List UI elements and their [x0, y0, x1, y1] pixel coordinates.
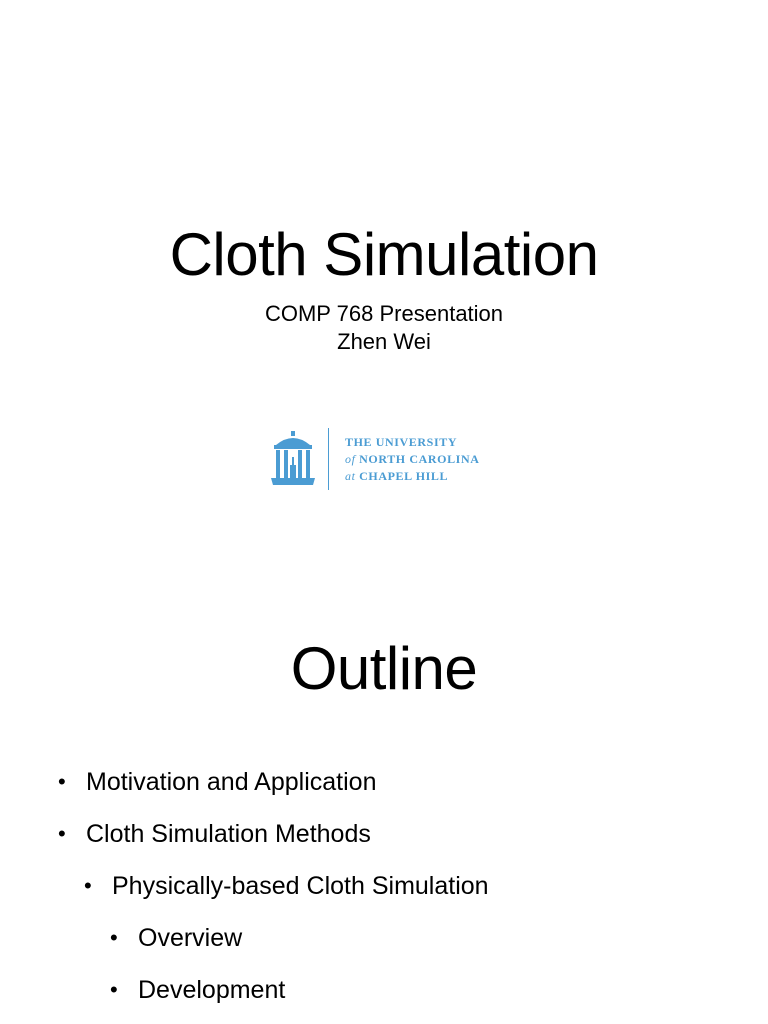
logo-divider: [328, 428, 329, 490]
old-well-icon: [270, 429, 316, 489]
outline-slide: [0, 576, 768, 1024]
university-logo: [270, 426, 500, 492]
bullet-icon: •: [58, 769, 66, 794]
list-item: • Development: [0, 970, 768, 1022]
outline-list: [0, 762, 768, 1022]
slide-title: Cloth Simulation: [169, 221, 599, 288]
list-item: • Motivation and Application: [0, 762, 768, 814]
presentation-subtitle: COMP 768 Presentation: [264, 301, 504, 326]
list-item: • Overview: [0, 918, 768, 970]
outline-title: Outline: [290, 635, 478, 702]
bullet-icon: •: [84, 873, 92, 898]
bullet-icon: •: [110, 977, 118, 1002]
wordmark-line-2: of NORTH CAROLINA: [345, 451, 480, 466]
wordmark-line-3: at CHAPEL HILL: [345, 468, 449, 483]
list-item: • Physically-based Cloth Simulation: [0, 866, 768, 918]
bullet-icon: •: [58, 821, 66, 846]
presenter-name: Zhen Wei: [337, 329, 431, 354]
bullet-icon: •: [110, 925, 118, 950]
wordmark-line-1: THE UNIVERSITY: [345, 434, 458, 449]
list-item: • Cloth Simulation Methods: [0, 814, 768, 866]
university-wordmark: [345, 434, 479, 485]
